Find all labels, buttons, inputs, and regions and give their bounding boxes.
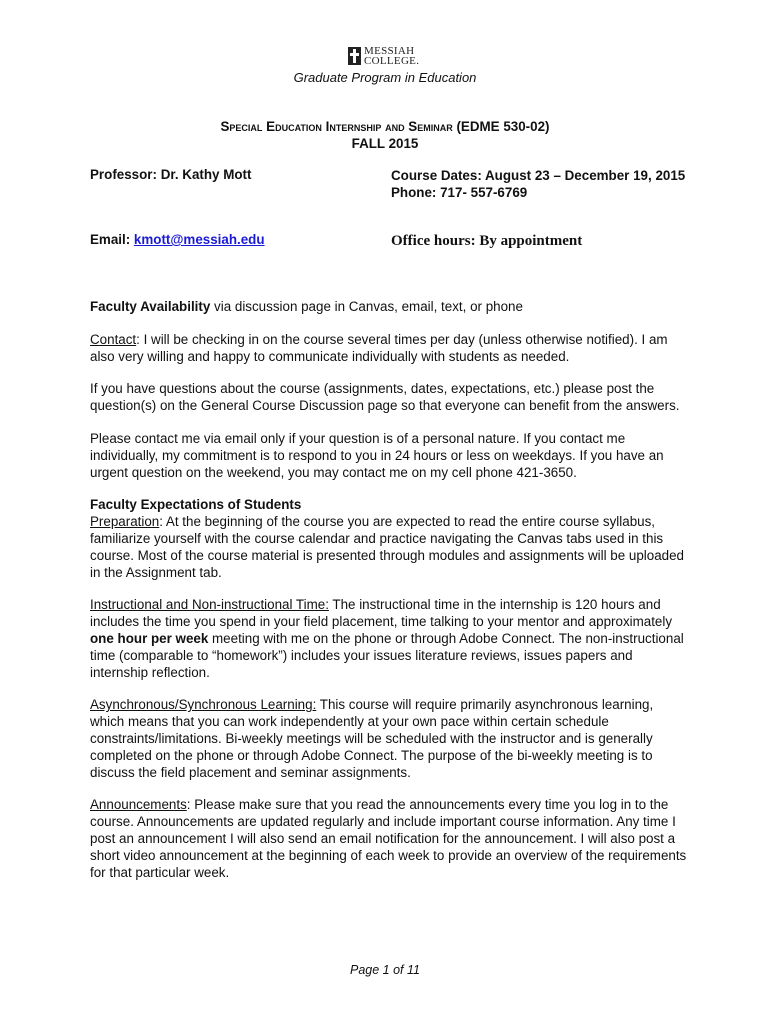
async-paragraph (90, 697, 690, 781)
personal-contact-paragraph: Please contact me via email only if your question is of a personal nature. If you contact me individually, my commitment is to respond to you in 24 hours or less on weekdays. If you have an urgent question on the weekend, you may contact me on my cell phone 421-3650. (90, 430, 664, 480)
email-line (90, 232, 265, 247)
contact-text: : I will be checking in on the course several times per day (unless otherwise notified). I am also very willing and happy to communicate individually with students as needed. (90, 331, 668, 364)
instructional-paragraph (90, 597, 690, 681)
syllabus-body (90, 299, 690, 897)
course-name: Special Education Internship and Seminar (220, 119, 453, 134)
course-code: (EDME 530-02) (452, 119, 550, 134)
expectations-heading: Faculty Expectations of Students (90, 497, 302, 513)
instructional-label: Instructional and Non-instructional Time: (90, 597, 329, 613)
email-link[interactable]: kmott@messiah.edu (133, 232, 265, 247)
page-number: Page 1 of 11 (350, 963, 420, 977)
questions-paragraph: If you have questions about the course (assignments, dates, expectations, etc.) please post the question(s) on the General Course Discussion page so that everyone can benefit from the answers. (90, 381, 680, 414)
program-subtitle: Graduate Program in Education (293, 70, 477, 85)
course-dates: Course Dates: August 23 – December 19, 2015 (391, 168, 686, 183)
async-text: This course will require primarily asynchronous learning, which means that you can work independently at your own pace within certain schedule constraints/limitations. Bi-weekly meetings will be scheduled with the instructor and is generally completed on the phone or through Adobe Connect. The purpose of the bi-weekly meeting is to discuss the field placement and seminar assignments. (90, 697, 654, 780)
course-term: FALL 2015 (351, 136, 419, 151)
contact-paragraph (90, 332, 690, 366)
availability-text: via discussion page in Canvas, email, text, or phone (210, 299, 523, 314)
email-label: Email: (90, 232, 134, 247)
availability-label: Faculty Availability (90, 299, 211, 314)
course-info (391, 167, 691, 201)
office-hours: Office hours: By appointment (391, 233, 583, 249)
instructional-bold: one hour per week (90, 630, 209, 646)
college-crest-icon (348, 47, 361, 65)
logo-line-2: COLLEGE. (364, 55, 420, 67)
preparation-label: Preparation (90, 514, 160, 530)
instructional-text-2: meeting with me on the phone or through Adobe Connect. The non-instructional time (comparable to “homework”) includes your issues literature reviews, issues papers and internship reflection. (90, 630, 684, 680)
announcements-text: : Please make sure that you read the announcements every time you log in to the course. Announcements are updated regularly and include important course information. Any time I post an announcement I will also send an email notification for the announcement. I will also post a short video announcement at the beginning of each week to provide an overview of the requirements for that particular week. (90, 797, 687, 880)
logo-line-1: MESSIAH (364, 45, 415, 57)
contact-label: Contact (90, 331, 137, 347)
instructional-text-1: The instructional time in the internship is 120 hours and includes the time you spend in your field placement, time talking to your mentor and approximately (90, 597, 673, 630)
announcements-paragraph (90, 797, 690, 881)
async-label: Asynchronous/Synchronous Learning: (90, 697, 317, 713)
messiah-college-logo (348, 46, 419, 66)
phone-number: Phone: 717- 557-6769 (391, 185, 528, 200)
availability-paragraph (90, 299, 690, 316)
course-title (0, 118, 770, 152)
logo-wordmark (364, 46, 419, 66)
preparation-text: : At the beginning of the course you are expected to read the entire course syllabus, familiarize yourself with the course calendar and practice navigating the Canvas tabs used in this course. Most of the course material is presented through modules and assignments will be uploaded in the Assignment tab. (90, 514, 684, 580)
announcements-label: Announcements (90, 797, 187, 813)
professor-name: Professor: Dr. Kathy Mott (90, 167, 252, 182)
expectations-section (90, 497, 690, 581)
